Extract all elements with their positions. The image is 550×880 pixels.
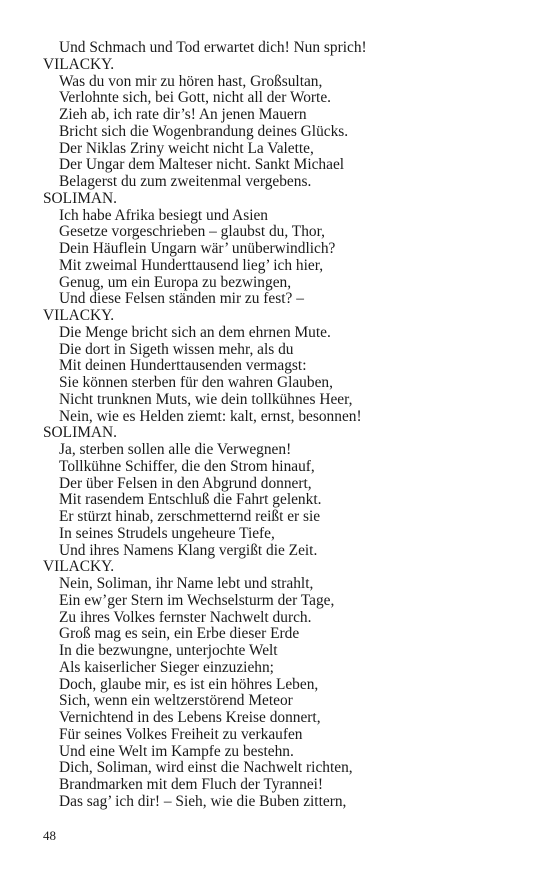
verse-line: Der Niklas Zriny weicht nicht La Valette,	[59, 139, 314, 157]
speaker-name: VILACKY.	[43, 558, 115, 576]
drama-text-block	[43, 40, 523, 811]
verse-line: Zieh ab, ich rate dir’s! An jenen Mauern	[59, 106, 307, 123]
verse-line: Zu ihres Volkes fernster Nachwelt durch.	[59, 608, 312, 626]
verse-line: Ich habe Afrika besiegt und Asien	[59, 206, 268, 224]
verse-line: Dein Häuflein Ungarn wär’ unüberwindlich?	[59, 240, 336, 257]
verse-line: Brandmarken mit dem Fluch der Tyrannei!	[59, 776, 324, 793]
verse-line: In seines Strudels ungeheure Tiefe,	[59, 524, 275, 542]
verse-line: Der Ungar dem Malteser nicht. Sankt Michael	[59, 156, 345, 174]
verse-line: Und Schmach und Tod erwartet dich! Nun sprich!	[59, 39, 367, 56]
verse-line: Ja, sterben sollen alle die Verwegnen!	[59, 441, 292, 458]
verse-line: Gesetze vorgeschrieben – glaubst du, Thor,	[59, 223, 325, 241]
verse-line: Er stürzt hinab, zerschmetternd reißt er sie	[59, 508, 321, 525]
verse-line: Die dort in Sigeth wissen mehr, als du	[59, 340, 294, 358]
verse-line: Nicht trunknen Muts, wie dein tollkühnes Heer,	[59, 390, 353, 408]
verse-line: Mit rasendem Entschluß die Fahrt gelenkt.	[59, 491, 322, 509]
verse-line: Das sag’ ich dir! – Sieh, wie die Buben zittern,	[59, 792, 347, 810]
verse-line: Mit zweimal Hunderttausend lieg’ ich hier,	[59, 256, 324, 274]
verse-line: Die Menge bricht sich an dem ehrnen Mute.	[59, 323, 331, 341]
verse-line: Und diese Felsen ständen mir zu fest? –	[59, 290, 304, 308]
verse-line: Sie können sterben für den wahren Glauben,	[59, 374, 333, 391]
verse-line: Groß mag es sein, ein Erbe dieser Erde	[59, 625, 300, 643]
verse-line: Was du von mir zu hören hast, Großsultan,	[59, 72, 323, 90]
verse-line: Als kaiserlicher Sieger einzuziehn;	[59, 658, 274, 676]
verse-line: Verlohnte sich, bei Gott, nicht all der Worte.	[59, 89, 332, 107]
speaker-name: SOLIMAN.	[43, 424, 117, 442]
verse-line: Nein, wie es Helden ziemt: kalt, ernst, besonnen!	[59, 407, 362, 425]
verse-line: Belagerst du zum zweitenmal vergebens.	[59, 173, 312, 190]
verse-line: Doch, glaube mir, es ist ein höhres Leben,	[59, 675, 319, 693]
verse-line: Und eine Welt im Kampfe zu bestehn.	[59, 742, 294, 760]
verse-line: Nein, Soliman, ihr Name lebt und strahlt,	[59, 575, 314, 592]
verse-line: Für seines Volkes Freiheit zu verkaufen	[59, 725, 303, 743]
verse-line: Der über Felsen in den Abgrund donnert,	[59, 474, 312, 492]
speaker-name: SOLIMAN.	[43, 189, 117, 207]
speaker-name: VILACKY.	[43, 307, 115, 324]
verse-line: Dich, Soliman, wird einst die Nachwelt richten,	[59, 759, 353, 777]
verse-line: Tollkühne Schiffer, die den Strom hinauf,	[59, 457, 315, 475]
page-number: 48	[43, 828, 56, 843]
verse-line: Vernichtend in des Lebens Kreise donnert,	[59, 709, 321, 726]
verse-line: Mit deinen Hunderttausenden vermagst:	[59, 357, 307, 375]
verse-line: Sich, wenn ein weltzerstörend Meteor	[59, 692, 293, 710]
verse-line: In die bezwungne, unterjochte Welt	[59, 642, 278, 659]
speaker-name: VILACKY.	[43, 55, 115, 73]
verse-line: Genug, um ein Europa zu bezwingen,	[59, 273, 292, 291]
verse-line: Ein ew’ger Stern im Wechselsturm der Tage,	[59, 591, 335, 609]
verse-line: Und ihres Namens Klang vergißt die Zeit.	[59, 541, 318, 559]
verse-line: Bricht sich die Wogenbrandung deines Glücks.	[59, 122, 349, 140]
